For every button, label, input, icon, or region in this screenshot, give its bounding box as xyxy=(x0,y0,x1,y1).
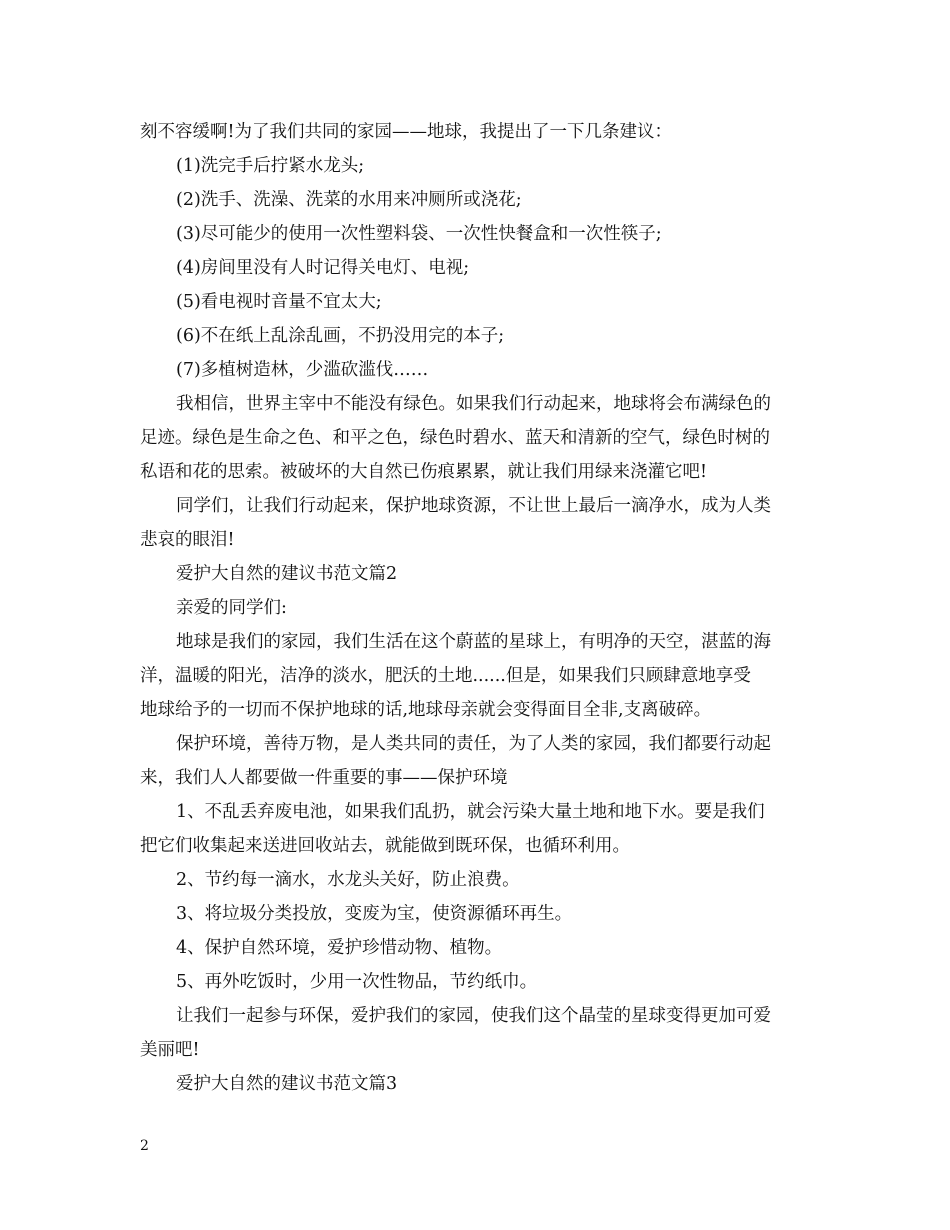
list-item: (2)洗手、洗澡、洗菜的水用来冲厕所或浇花; xyxy=(176,190,522,210)
list-item: (5)看电视时音量不宜太大; xyxy=(176,292,382,312)
paragraph-line: 美丽吧! xyxy=(140,1040,200,1060)
paragraph-line: 我相信，世界主宰中不能没有绿色。如果我们行动起来，地球将会布满绿色的 xyxy=(176,394,771,414)
paragraph-line: 来，我们人人都要做一件重要的事——保护环境 xyxy=(140,768,508,788)
list-item: (6)不在纸上乱涂乱画，不扔没用完的本子; xyxy=(176,326,505,346)
paragraph-line: 地球是我们的家园，我们生活在这个蔚蓝的星球上，有明净的天空，湛蓝的海 xyxy=(176,632,771,652)
paragraph-line: 私语和花的思索。被破坏的大自然已伤痕累累，就让我们用绿来浇灌它吧! xyxy=(140,462,708,482)
section-heading: 爱护大自然的建议书范文篇2 xyxy=(176,564,398,584)
list-item: (7)多植树造林，少滥砍滥伐…… xyxy=(176,360,429,380)
list-item: (3)尽可能少的使用一次性塑料袋、一次性快餐盒和一次性筷子; xyxy=(176,224,662,244)
salutation: 亲爱的同学们: xyxy=(176,598,287,618)
paragraph-line: 保护环境，善待万物，是人类共同的责任，为了人类的家园，我们都要行动起 xyxy=(176,734,771,754)
paragraph-line: 悲哀的眼泪! xyxy=(140,530,235,550)
paragraph-line: 洋，温暖的阳光，洁净的淡水，肥沃的土地......但是，如果我们只顾肆意地享受 xyxy=(140,666,751,686)
list-item: 1、不乱丢弃废电池，如果我们乱扔，就会污染大量土地和地下水。要是我们 xyxy=(176,802,765,822)
list-item: 3、将垃圾分类投放，变废为宝，使资源循环再生。 xyxy=(176,904,573,924)
paragraph-line: 地球给予的一切而不保护地球的话,地球母亲就会变得面目全非,支离破碎。 xyxy=(140,700,712,720)
list-item: 2、节约每一滴水，水龙头关好，防止浪费。 xyxy=(176,870,520,890)
section-heading: 爱护大自然的建议书范文篇3 xyxy=(176,1074,398,1094)
list-item: 5、再外吃饭时，少用一次性物品，节约纸巾。 xyxy=(176,972,538,992)
list-item: 4、保护自然环境，爱护珍惜动物、植物。 xyxy=(176,938,503,958)
list-item-continuation: 把它们收集起来送进回收站去，就能做到既环保，也循环利用。 xyxy=(140,836,630,856)
paragraph-line: 让我们一起参与环保，爱护我们的家园，使我们这个晶莹的星球变得更加可爱 xyxy=(176,1006,771,1026)
page-number: 2 xyxy=(140,1138,149,1154)
paragraph-line: 足迹。绿色是生命之色、和平之色，绿色时碧水、蓝天和清新的空气，绿色时树的 xyxy=(140,428,770,448)
text-line: 刻不容缓啊!为了我们共同的家园——地球，我提出了一下几条建议： xyxy=(140,122,673,142)
list-item: (4)房间里没有人时记得关电灯、电视; xyxy=(176,258,470,278)
list-item: (1)洗完手后拧紧水龙头; xyxy=(176,156,365,176)
paragraph-line: 同学们，让我们行动起来，保护地球资源，不让世上最后一滴净水，成为人类 xyxy=(176,496,771,516)
